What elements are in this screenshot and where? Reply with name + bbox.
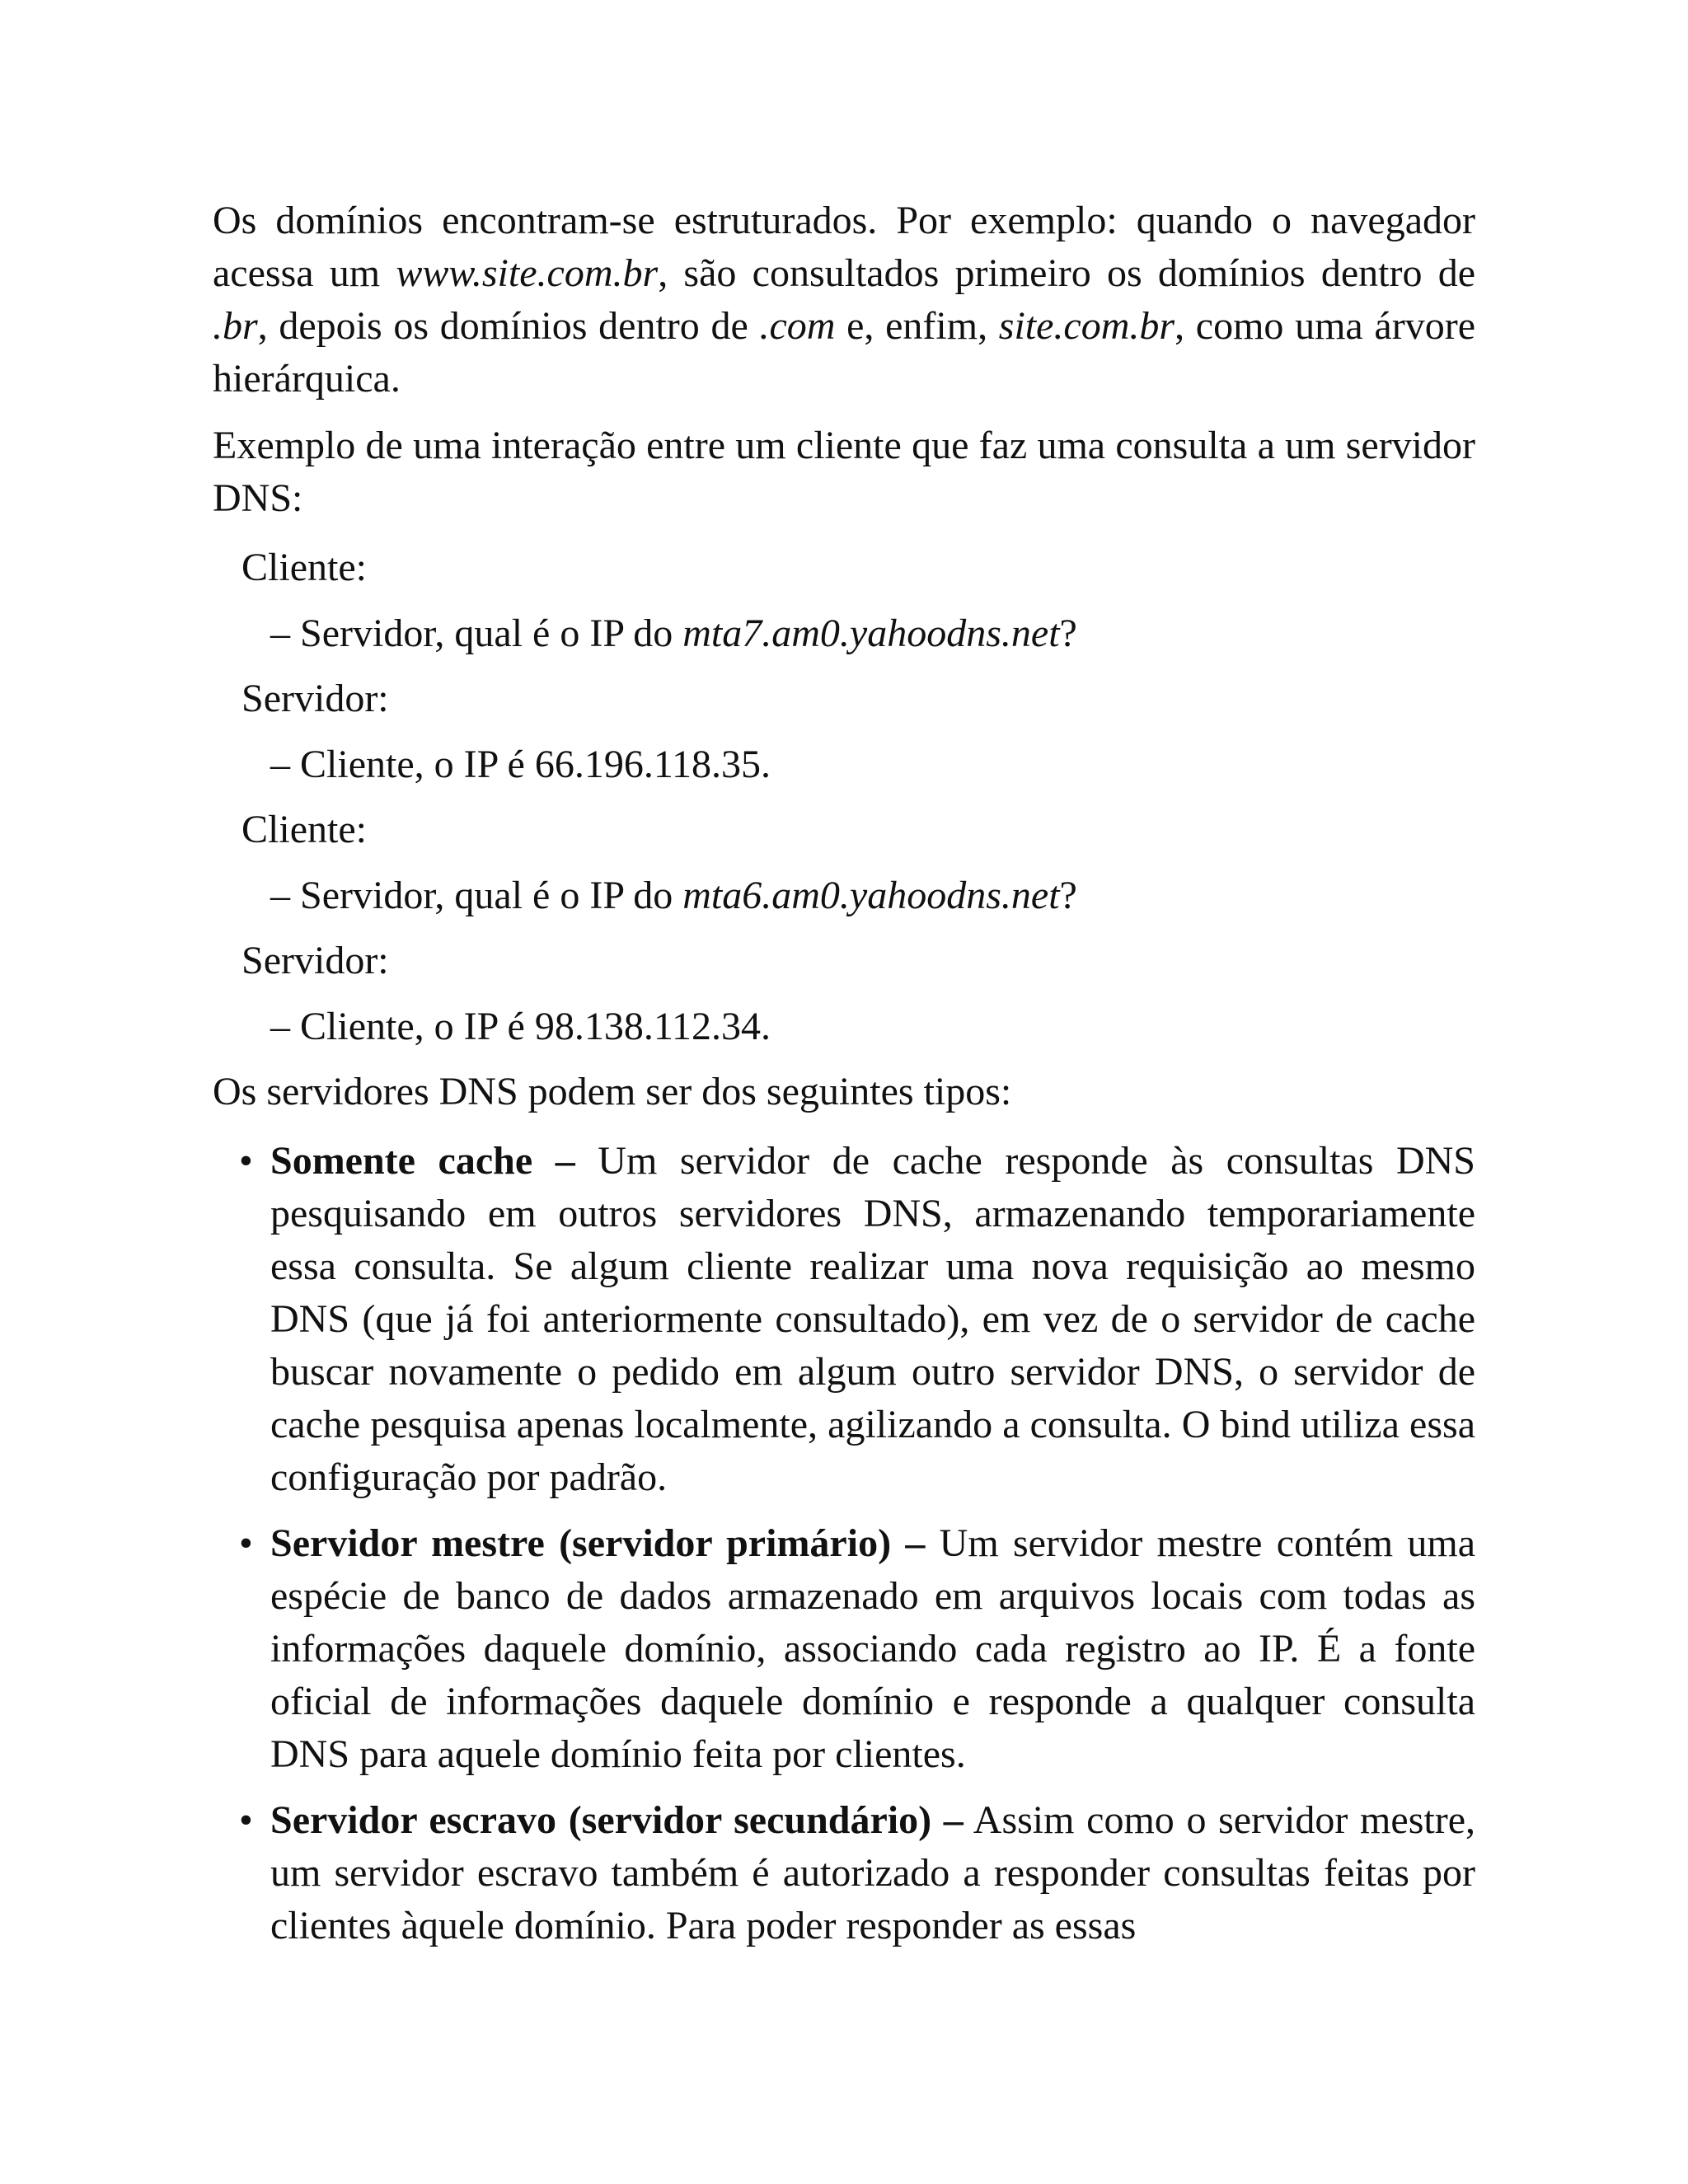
list-item <box>213 1794 1475 1952</box>
server-types-list <box>213 1135 1475 1952</box>
paragraph-dns-example-intro: Exemplo de uma interação entre um cliente que faz uma consulta a um servidor DNS: <box>213 424 1475 520</box>
paragraph-text: Os domínios encontram-se estruturados. Por exemplo: quando o navegador acessa um <box>213 199 1475 295</box>
paragraph-domain-structure <box>213 194 1475 405</box>
example-domain-com: .com <box>759 304 836 348</box>
bullet-icon: • <box>239 1798 253 1842</box>
bullet-icon: • <box>239 1139 253 1183</box>
list-item <box>213 1135 1475 1504</box>
list-item-text: Um servidor mestre contém uma espécie de banco de dados armazenado em arquivos locais com todas as informações daquele domínio, associando cada registro ao IP. É a fonte oficial de informações daquele domínio e responde a qualquer consulta DNS para aquele domínio feita por clientes. <box>270 1521 1476 1776</box>
dialog-line: – Servidor, qual é o IP do mta6.am0.yahoodns.net? <box>270 874 1077 917</box>
list-item-term: Servidor mestre (servidor primário) – <box>270 1521 926 1565</box>
dialog-line: – Cliente, o IP é 66.196.118.35. <box>270 743 771 786</box>
dialog-line: – Servidor, qual é o IP do mta7.am0.yahoodns.net? <box>270 612 1077 655</box>
dialog-speaker: Cliente: <box>241 808 367 851</box>
dialog-line: – Cliente, o IP é 98.138.112.34. <box>270 1005 771 1048</box>
list-item-text: Um servidor de cache responde às consultas DNS pesquisando em outros servidores DNS, armazenando temporariamente essa consulta. Se algum cliente realizar uma nova requisição ao mesmo DNS (que já foi anteriormente consultado), em vez de o servidor de cache buscar novamente o pedido em algum outro servidor DNS, o servidor de cache pesquisa apenas localmente, agilizando a consulta. O bind utiliza essa configuração por padrão. <box>270 1139 1476 1499</box>
dialog-hostname: mta6.am0.yahoodns.net <box>682 874 1060 917</box>
dns-dialog <box>213 541 1475 1053</box>
dialog-speaker: Cliente: <box>241 546 367 589</box>
paragraph-text: , depois os domínios dentro de <box>257 304 760 348</box>
paragraph-text: , são consultados primeiro os domínios dentro de <box>658 251 1476 295</box>
list-item-term: Somente cache – <box>270 1139 575 1183</box>
dialog-speaker: Servidor: <box>241 939 389 982</box>
list-item-text: Assim como o servidor mestre, um servidor escravo também é autorizado a responder consultas feitas por clientes àquele domínio. Para poder responder as essas <box>270 1798 1476 1947</box>
list-item-term: Servidor escravo (servidor secundário) – <box>270 1798 964 1842</box>
example-domain-site: site.com.br <box>998 304 1175 348</box>
list-item <box>213 1517 1475 1781</box>
paragraph-server-types-intro: Os servidores DNS podem ser dos seguintes tipos: <box>213 1070 1012 1113</box>
dialog-speaker: Servidor: <box>241 677 389 720</box>
dialog-hostname: mta7.am0.yahoodns.net <box>682 612 1060 655</box>
document-page <box>213 194 1475 1966</box>
example-domain-br: .br <box>213 304 258 348</box>
example-domain-full: www.site.com.br <box>396 251 659 295</box>
paragraph-text: , como uma árvore hierárquica. <box>213 304 1476 401</box>
bullet-icon: • <box>239 1521 253 1565</box>
paragraph-text: e, enfim, <box>835 304 999 348</box>
